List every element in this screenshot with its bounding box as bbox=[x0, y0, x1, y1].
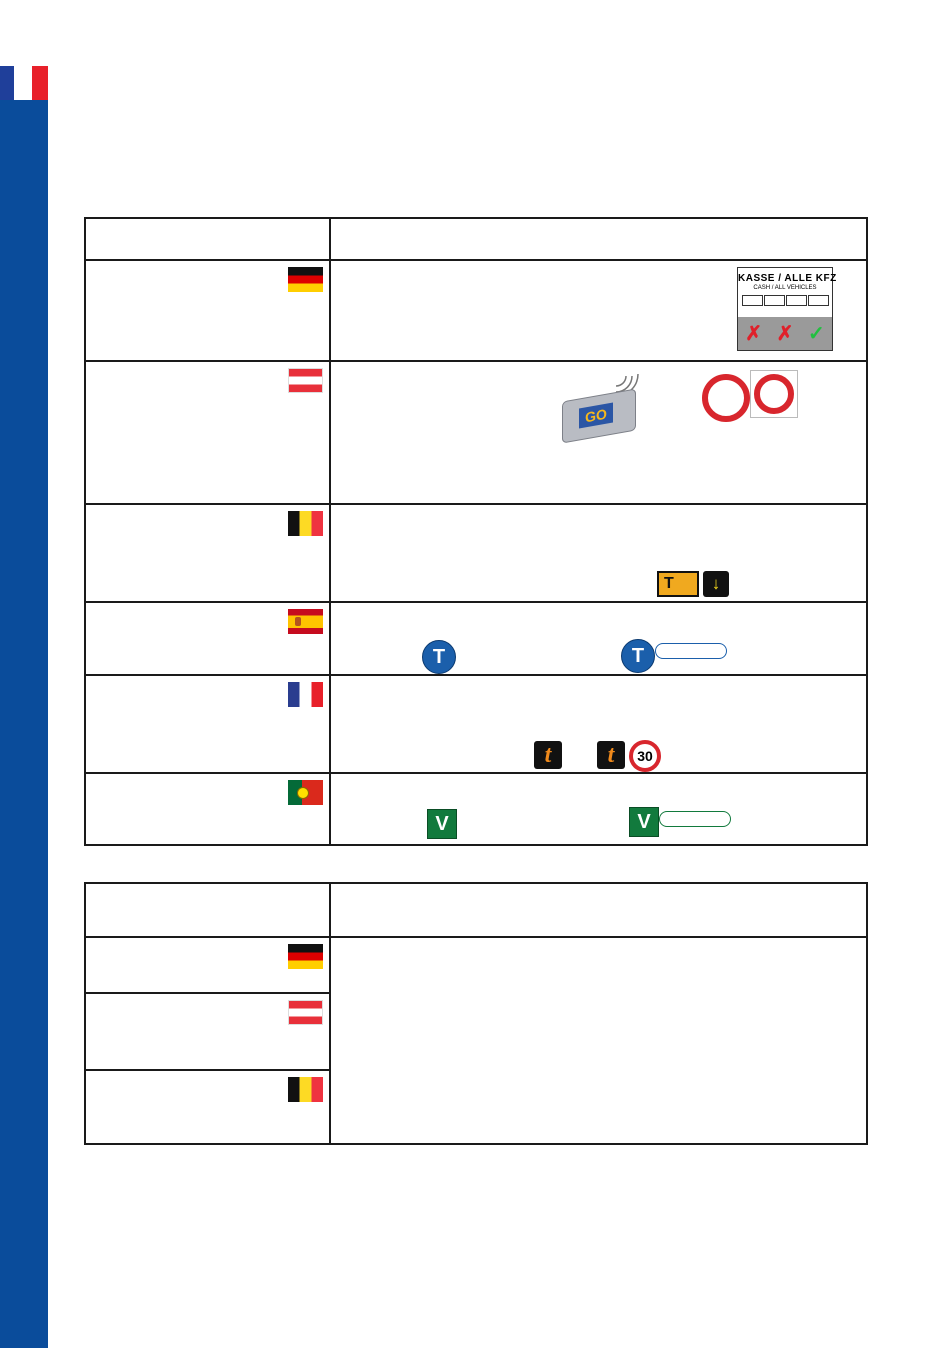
header-cell-country bbox=[85, 218, 330, 260]
portugal-flag-icon bbox=[288, 780, 323, 805]
table-row-france bbox=[85, 675, 867, 773]
table-row-germany bbox=[85, 260, 867, 361]
belgium-flag-icon bbox=[288, 1077, 323, 1102]
country-cell bbox=[85, 260, 330, 361]
table-row-belgium bbox=[85, 504, 867, 602]
country-cell bbox=[85, 361, 330, 504]
car-icon bbox=[742, 295, 763, 306]
table-row-portugal bbox=[85, 773, 867, 845]
via-t-sign-icon: T bbox=[422, 640, 456, 674]
vehicle-icons bbox=[741, 295, 829, 306]
go-box-device-icon bbox=[562, 388, 636, 443]
no-motor-vehicles-sign-icon bbox=[750, 370, 798, 418]
table-row-germany bbox=[85, 937, 867, 993]
germany-flag-icon bbox=[288, 944, 323, 969]
description-cell bbox=[330, 602, 867, 675]
belgium-flag-icon bbox=[288, 511, 323, 536]
table-row-spain bbox=[85, 602, 867, 675]
austria-flag-icon bbox=[288, 368, 323, 393]
flag-blue-band bbox=[0, 66, 14, 100]
speed-limit-sign-icon: 30 bbox=[629, 740, 661, 772]
lane-closed-icon: ✗ bbox=[745, 322, 763, 345]
go-label: GO bbox=[579, 403, 613, 429]
country-cell bbox=[85, 773, 330, 845]
motorbike-icon bbox=[764, 295, 785, 306]
via-t-lane-sign-icon: T bbox=[621, 639, 655, 673]
lane-plate-icon bbox=[655, 643, 727, 659]
kasse-toll-sign bbox=[737, 267, 837, 351]
description-cell bbox=[330, 504, 867, 602]
country-cell bbox=[85, 675, 330, 773]
description-cell bbox=[330, 260, 867, 361]
merged-description-cell bbox=[330, 937, 867, 1144]
lane-closed-icon: ✗ bbox=[776, 322, 794, 345]
table-header-row bbox=[85, 218, 867, 260]
toll-payment-table bbox=[84, 217, 868, 846]
kasse-sign-title: KASSE / ALLE KFZ bbox=[738, 273, 837, 284]
header-cell-description bbox=[330, 883, 867, 937]
language-sidebar bbox=[0, 100, 48, 1348]
kasse-sign-subtitle: CASH / ALL VEHICLES bbox=[753, 285, 817, 291]
telepeage-t-sign-icon: t bbox=[597, 741, 625, 769]
description-cell bbox=[330, 773, 867, 845]
country-cell bbox=[85, 602, 330, 675]
flag-red-band bbox=[32, 66, 48, 100]
france-flag-icon bbox=[288, 682, 323, 707]
country-cell bbox=[85, 1070, 330, 1144]
header-cell-description bbox=[330, 218, 867, 260]
country-cell bbox=[85, 504, 330, 602]
via-verde-lane-sign-icon: V bbox=[629, 807, 659, 837]
lane-plate-icon bbox=[659, 811, 731, 827]
lane-markers bbox=[738, 317, 832, 350]
austria-flag-icon bbox=[288, 1000, 323, 1025]
flag-white-band bbox=[14, 66, 32, 100]
france-flag-tab bbox=[0, 66, 48, 100]
country-cell bbox=[85, 937, 330, 993]
truck-icon bbox=[808, 295, 829, 306]
table-header-row bbox=[85, 883, 867, 937]
header-cell-country bbox=[85, 883, 330, 937]
telepeage-lane-sign-icon: T bbox=[657, 571, 699, 597]
table-row-austria bbox=[85, 361, 867, 504]
spain-flag-icon bbox=[288, 609, 323, 634]
country-cell bbox=[85, 993, 330, 1070]
bus-icon bbox=[786, 295, 807, 306]
description-cell bbox=[330, 675, 867, 773]
germany-flag-icon bbox=[288, 267, 323, 292]
country-info-table bbox=[84, 882, 868, 1145]
description-cell bbox=[330, 361, 867, 504]
via-verde-sign-icon: V bbox=[427, 809, 457, 839]
no-vehicles-sign-icon bbox=[702, 374, 750, 422]
sign-ring bbox=[754, 374, 794, 414]
down-arrow-sign-icon: ↓ bbox=[703, 571, 729, 597]
telepeage-t-sign-icon: t bbox=[534, 741, 562, 769]
lane-open-icon: ✓ bbox=[807, 322, 825, 345]
